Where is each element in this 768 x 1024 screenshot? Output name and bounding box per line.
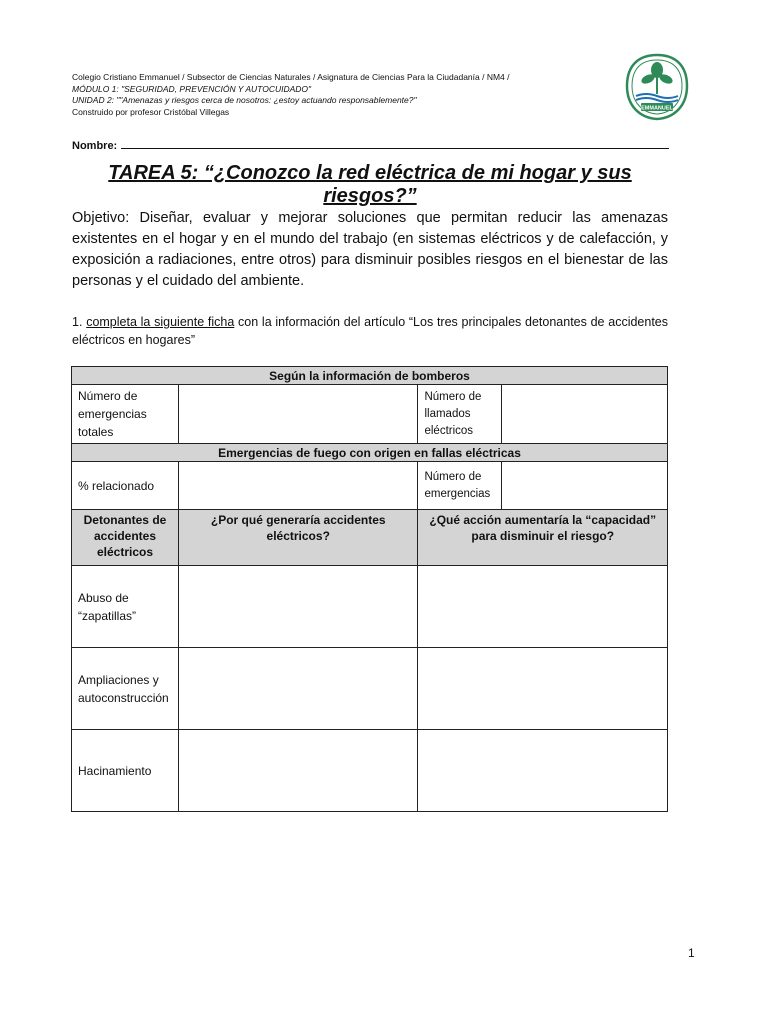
objective-paragraph: Objetivo: Diseñar, evaluar y mejorar soluciones que permitan reducir las amenazas existentes en el hogar y en el mundo del trabajo (en sistemas eléctricos y de calefacción, y exposición a radiaciones, entre otros) para disminuir posibles riesgos en el bienestar de las personas y el cuidado del ambiente. xyxy=(72,210,668,289)
ficha-table xyxy=(71,366,668,812)
row-ampliaciones-por-que-cell[interactable] xyxy=(178,648,417,730)
numero-emergencias-cell[interactable] xyxy=(502,462,668,510)
row-zapatillas-accion-cell[interactable] xyxy=(418,566,668,648)
emergencias-totales-cell[interactable] xyxy=(178,385,417,444)
llamados-electricos-cell[interactable] xyxy=(502,385,668,444)
task-title: TAREA 5: “¿Conozco la red eléctrica de mi hogar y sus riesgos?” xyxy=(108,162,632,207)
document-header xyxy=(72,72,612,118)
llamados-electricos-label: Número de llamados eléctricos xyxy=(418,385,502,444)
header-module-line: MÓDULO 1: "SEGURIDAD, PREVENCIÓN Y AUTOCUIDADO" xyxy=(72,83,312,94)
section-fallas-header: Emergencias de fuego con origen en fallas eléctricas xyxy=(72,444,668,462)
row-hacinamiento-por-que-cell[interactable] xyxy=(178,730,417,812)
instruction-rest: con la información del artículo “Los tres principales detonantes de accidentes eléctricos en hogares” xyxy=(72,315,669,347)
row-label-zapatillas: Abuso de “zapatillas” xyxy=(72,566,179,648)
name-blank-line[interactable] xyxy=(121,138,669,149)
row-label-hacinamiento: Hacinamiento xyxy=(72,730,179,812)
header-author-line: Construido por profesor Cristóbal Villegas xyxy=(72,106,230,117)
numero-emergencias-label: Número de emergencias xyxy=(418,462,502,510)
section-bomberos-header: Según la información de bomberos xyxy=(72,367,668,385)
column-header-por-que: ¿Por qué generaría accidentes eléctricos? xyxy=(178,510,417,566)
table-row xyxy=(72,730,668,812)
instruction-number: 1. xyxy=(72,315,83,329)
logo-text: EMMANUEL xyxy=(641,105,673,112)
row-label-ampliaciones: Ampliaciones y autoconstrucción xyxy=(72,648,179,730)
header-unit-line: UNIDAD 2: ""Amenazas y riesgos cerca de nosotros: ¿estoy actuando responsablemente?" xyxy=(72,95,417,105)
porcentaje-label: % relacionado xyxy=(72,462,179,510)
porcentaje-cell[interactable] xyxy=(178,462,417,510)
table-row xyxy=(72,566,668,648)
page-number: 1 xyxy=(688,946,695,960)
column-header-detonantes: Detonantes de accidentes eléctricos xyxy=(72,510,179,566)
row-zapatillas-por-que-cell[interactable] xyxy=(178,566,417,648)
column-header-accion: ¿Qué acción aumentaría la “capacidad” para disminuir el riesgo? xyxy=(418,510,668,566)
name-field-row xyxy=(72,138,672,152)
table-row xyxy=(72,648,668,730)
row-ampliaciones-accion-cell[interactable] xyxy=(418,648,668,730)
row-hacinamiento-accion-cell[interactable] xyxy=(418,730,668,812)
emergencias-totales-label: Número de emergencias totales xyxy=(72,385,179,444)
school-logo-icon xyxy=(624,52,690,122)
instruction-paragraph xyxy=(72,313,668,349)
name-label: Nombre: xyxy=(72,140,118,152)
instruction-underlined: completa la siguiente ficha xyxy=(86,315,235,329)
header-school-line: Colegio Cristiano Emmanuel / Subsector de Ciencias Naturales / Asignatura de Ciencias Para la Ciudadanía / NM4 / xyxy=(72,72,510,82)
